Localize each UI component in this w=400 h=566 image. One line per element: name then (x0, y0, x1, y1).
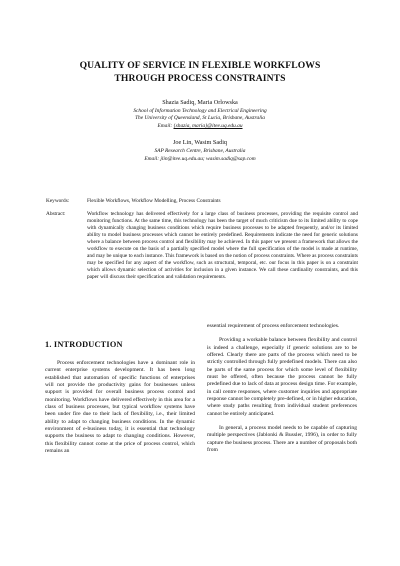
abstract-label: Abstract: (46, 211, 66, 217)
paper-title (40, 60, 360, 85)
keywords-text: Flexible Workflows, Workflow Modelling, Process Constraints (87, 198, 221, 204)
intro-paragraph-1: Process enforcement technologies have a dominant role in current enterprise systems development. It has been long established that automation of specific functions of enterprises will not provide the productivity gains for businesses unless support is provided for overall business process control and monitoring. Workflows have delivered effectively in this area for a class of business processes, but typical workflow systems have been under fire due to their lack of flexibility, i.e., their limited ability to adapt to changing business conditions. In the dynamic environment of e-business today, it is essential that technology supports the business to adapt to changing conditions. However, this flexibility cannot come at the price of process control, which remains an (45, 360, 195, 455)
author-names-2: Joe Lin, Wasim Sadiq (172, 139, 228, 147)
abstract-text: Workflow technology has delivered effectively for a large class of business processes, providing the requisite control and monitoring functions. At the same time, this technology has been the target of much criticism due to its limited ability to cope with dynamically changing business conditions which require business processes to be adapted frequently, and/or its limited ability to model business processes which cannot be entirely predefined. Requirements indicate the need for generic solutions where a balance between process control and flexibility may be achieved. In this paper we present a framework that allows the workflow to execute on the basis of a partially specified model where the full specification of the model is made at runtime, and may be unique to each instance. This framework is based on the notion of process constraints. Where as process constraints may be specified for any aspect of the workflow, such as structural, temporal, etc. our focus in this paper is on a constraint which allows dynamic selection of activities for inclusion in a given instance. We call these cardinality constraints, and this paper will discuss their specification and validation requirements. (87, 211, 358, 280)
left-column (45, 340, 195, 462)
section-heading-introduction: 1. INTRODUCTION (45, 340, 123, 349)
affiliation-2-line-1: SAP Research Centre, Brisbane, Australia (154, 147, 246, 154)
email-label-1: Email: (157, 122, 173, 129)
intro-paragraph-continued: essential requirement of process enforcement technologies. (207, 323, 340, 329)
author-names-1: Shazia Sadiq, Maria Orlowska (162, 99, 238, 106)
affiliation-1-line-2: The University of Queensland, St Lucia, Brisbane, Australia (135, 115, 265, 122)
author-block (60, 99, 340, 163)
affiliation-1-line-1: School of Information Technology and Electrical Engineering (133, 107, 267, 114)
email-line-1 (60, 123, 340, 131)
email-link-1[interactable]: {shazia, maria}@itee.uq.edu.au (173, 122, 243, 129)
email-line-2: Email: jlin@itee.uq.edu.au; wasim.sadiq@sap.com (144, 155, 256, 162)
title-line-1: QUALITY OF SERVICE IN FLEXIBLE WORKFLOWS (79, 60, 321, 71)
intro-paragraph-2: Providing a workable balance between flexibility and control is indeed a challenge, especially if generic solutions are to be offered. Clearly there are parts of the process which need to be strictly controlled through fully predefined models. There can also be parts of the same process for which some level of flexibility must be offered, often because the process cannot be fully predefined due to lack of data at process design time. For example, in call centre responses, where customer inquiries and appropriate response cannot be completely pre-defined, or in higher education, where study paths resulting from individual student preferences cannot be entirely anticipated. (207, 337, 357, 417)
keywords-label: Keywords: (46, 198, 70, 204)
right-column (207, 323, 357, 462)
title-line-2: THROUGH PROCESS CONSTRAINTS (114, 72, 286, 84)
intro-paragraph-3: In general, a process model needs to be capable of capturing multiple perspectives (Jablonki & Bussler, 1996), in order to fully capture the business process. There are a number of proposals both from (207, 425, 357, 454)
